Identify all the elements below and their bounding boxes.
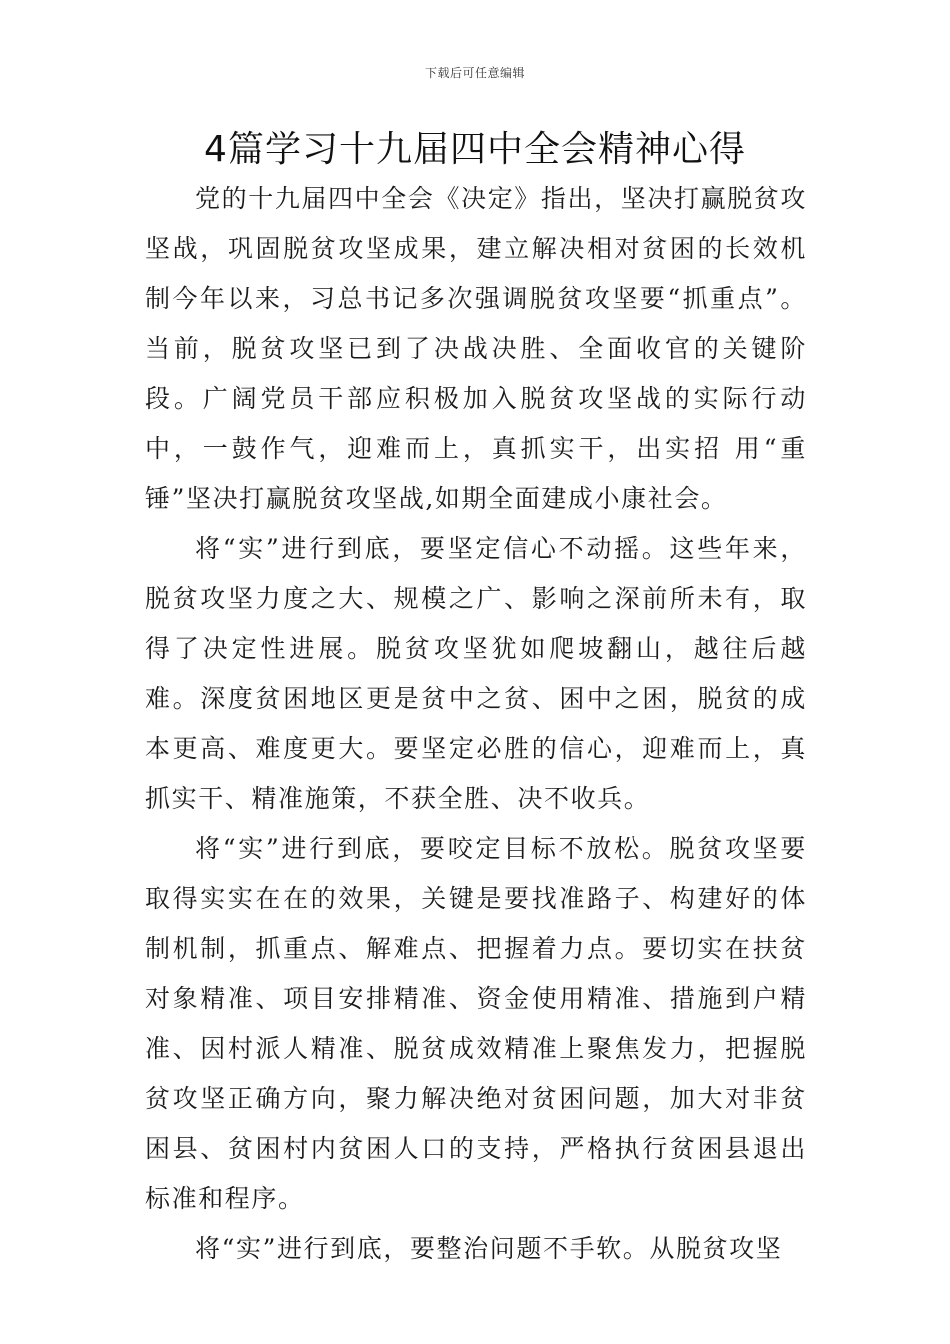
paragraph: 党的十九届四中全会《决定》指出，坚决打赢脱贫攻坚战，巩固脱贫攻坚成果，建立解决相对贫困的长效机制今年以来，习总书记多次强调脱贫攻坚要“抓重点”。当前，脱贫攻坚已到了决战决胜、全面收官的关键阶段。广阔党员干部应积极加入脱贫攻坚战的实际行动中，一鼓作气，迎难而上，真抓实干，出实招 用“重锤”坚决打赢脱贫攻坚战,如期全面建成小康社会。	[145, 184, 807, 513]
paragraph: 将“实”进行到底，要咬定目标不放松。脱贫攻坚要取得实实在在的效果，关键是要找准路子、构建好的体制机制，抓重点、解难点、把握着力点。要切实在扶贫对象精准、项目安排精准、资金使用精准、措施到户精准、因村派人精准、脱贫成效精准上聚焦发力，把握脱贫攻坚正确方向，聚力解决绝对贫困问题，加大对非贫困县、贫困村内贫困人口的支持，严格执行贫困县退出标准和程序。	[145, 834, 807, 1213]
paragraph: 将“实”进行到底，要坚定信心不动摇。这些年来，脱贫攻坚力度之大、规模之广、影响之深前所未有，取得了决定性进展。脱贫攻坚犹如爬坡翻山，越往后越难。深度贫困地区更是贫中之贫、困中之困，脱贫的成本更高、难度更大。要坚定必胜的信心，迎难而上，真抓实干、精准施策，不获全胜、决不收兵。	[145, 534, 807, 813]
document-body	[145, 174, 807, 1274]
document-title: 4篇学习十九届四中全会精神心得	[204, 129, 746, 170]
paragraph: 将“实”进行到底，要整治问题不手软。从脱贫攻坚	[195, 1234, 783, 1263]
header-note: 下载后可任意编辑	[424, 66, 525, 80]
